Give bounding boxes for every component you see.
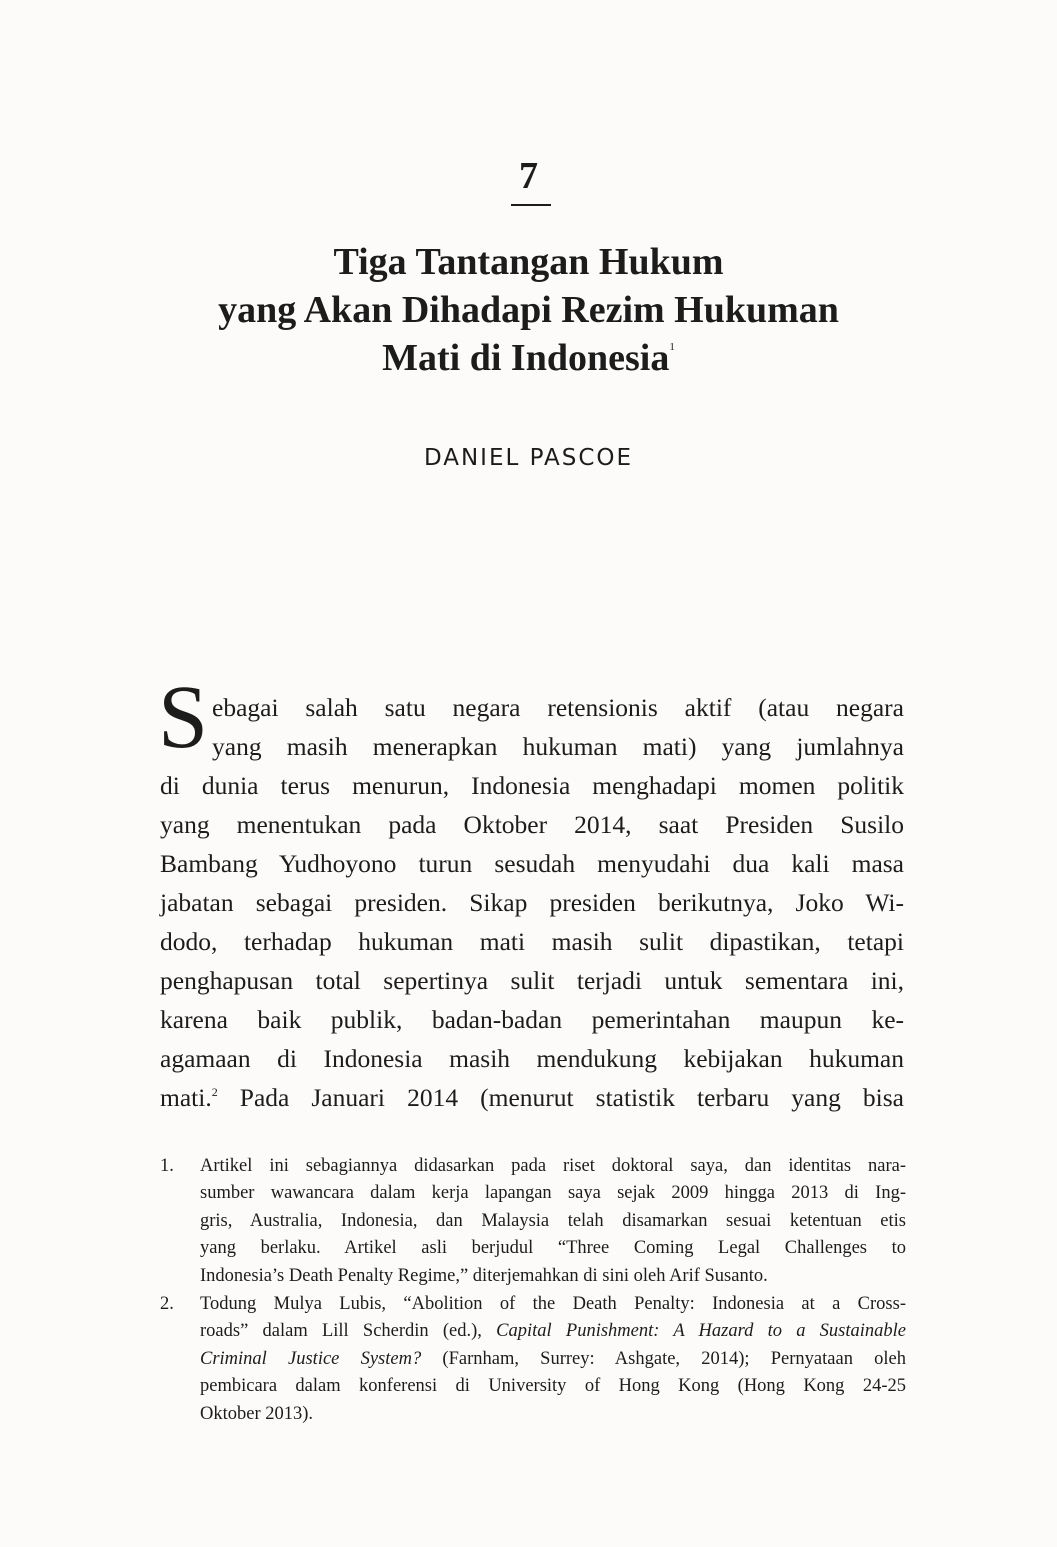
footnote-line	[200, 1346, 906, 1373]
footnote-line: pembicara dalam konferensi di University of Hong Kong (Hong Kong 24-25	[200, 1376, 906, 1397]
chapter-title	[100, 238, 957, 382]
body-line: Bambang Yudhoyono turun sesudah menyudahi dua kali masa	[160, 849, 904, 878]
body-paragraph	[160, 688, 904, 1117]
footnote-book-title: Criminal Justice System?	[200, 1348, 422, 1369]
chapter-title-line-2: yang Akan Dihadapi Rezim Hukuman	[218, 289, 839, 331]
body-line: yang masih menerapkan hukuman mati) yang jumlahnya	[212, 732, 904, 761]
chapter-number-rule	[511, 204, 551, 206]
footnote-line	[200, 1318, 906, 1345]
body-footnote-marker: 2	[211, 1085, 218, 1099]
footnote-1	[160, 1153, 906, 1290]
title-footnote-marker: 1	[669, 341, 675, 353]
footnote-line: Oktober 2013).	[200, 1403, 314, 1424]
drop-cap: S	[158, 668, 209, 767]
body-line-last-post: Pada Januari 2014 (menurut statistik terbaru yang bisa	[217, 1083, 904, 1112]
body-line: penghapusan total sepertinya sulit terjadi untuk sementara ini,	[160, 966, 904, 995]
body-line: yang menentukan pada Oktober 2014, saat Presiden Susilo	[160, 810, 904, 839]
chapter-number: 7	[519, 155, 538, 197]
chapter-title-line-1: Tiga Tantangan Hukum	[333, 241, 724, 283]
chapter-title-line-3	[100, 334, 957, 382]
footnote-2	[160, 1291, 906, 1428]
body-line-last	[160, 1078, 904, 1117]
body-line: karena baik publik, badan-badan pemerintahan maupun ke-	[160, 1005, 904, 1034]
footnote-line: Todung Mulya Lubis, “Abolition of the Death Penalty: Indonesia at a Cross-	[200, 1294, 906, 1315]
footnote-text: roads” dalam Lill Scherdin (ed.),	[200, 1321, 497, 1342]
footnotes	[160, 1153, 906, 1429]
body-line: dodo, terhadap hukuman mati masih sulit dipastikan, tetapi	[160, 927, 904, 956]
footnote-line: Artikel ini sebagiannya didasarkan pada riset doktoral saya, dan identitas nara-	[200, 1156, 906, 1176]
footnote-line: gris, Australia, Indonesia, dan Malaysia telah disamarkan sesuai ketentuan etis	[200, 1210, 906, 1231]
footnote-line: Indonesia’s Death Penalty Regime,” diterjemahkan di sini oleh Arif Susanto.	[200, 1265, 768, 1286]
footnote-line: sumber wawancara dalam kerja lapangan saya sejak 2009 hingga 2013 di Ing-	[200, 1183, 906, 1204]
footnote-line: yang berlaku. Artikel asli berjudul “Three Coming Legal Challenges to	[200, 1238, 906, 1259]
footnote-book-title: Capital Punishment: A Hazard to a Sustainable	[496, 1321, 907, 1342]
author-name: DANIEL PASCOE	[423, 445, 634, 471]
body-line: agamaan di Indonesia masih mendukung kebijakan hukuman	[160, 1044, 904, 1073]
body-line: ebagai salah satu negara retensionis aktif (atau negara	[212, 693, 904, 722]
chapter-title-line-3-text: Mati di Indonesia	[382, 337, 670, 379]
footnote-number: 1.	[160, 1156, 174, 1176]
footnote-number: 2.	[160, 1294, 174, 1315]
body-line: di dunia terus menurun, Indonesia menghadapi momen politik	[160, 771, 904, 800]
footnote-text: (Farnham, Surrey: Ashgate, 2014); Pernyataan oleh	[421, 1348, 906, 1369]
body-line-last-pre: mati.	[160, 1083, 212, 1112]
body-line: jabatan sebagai presiden. Sikap presiden berikutnya, Joko Wi-	[160, 888, 904, 917]
